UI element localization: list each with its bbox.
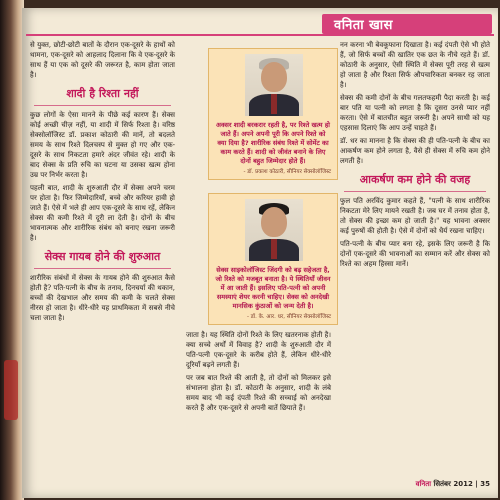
col3-para5: पति-पत्नी के बीच प्यार बना रहे, इसके लिए जरूरी है कि दोनों एक-दूसरे की भावनाओं का सम्मान करें और सेक्स को रिश्ते का अहम हिस्सा मानें।	[340, 240, 490, 268]
col1-intro: से युक्त, छोटी-छोटी बातों के दौरान एक-दूसरे के हाथों को थामना, एक-दूसरे को आहलाद दिलाना कि वे एक-दूसरे के साथ हैं या एक को दूसरे की जरूरत है, काम होता जाता है।	[30, 41, 175, 79]
face	[261, 62, 287, 92]
column-1	[30, 40, 175, 326]
magazine-page	[22, 8, 498, 498]
heading-aakarshan: आकर्षण कम होने की वजह	[359, 173, 471, 186]
header-rule	[26, 34, 494, 36]
heading-underline	[344, 191, 486, 192]
col3-para3: डॉ. धर का मानना है कि सेक्स की ही पति-पत्नी के बीच का आकर्षण कम होने लगता है, वैसे ही सेक्स में रुचि कम होने लगती है।	[340, 137, 490, 165]
heading-underline	[34, 105, 171, 106]
quote-text-kothari: अक्सर शादी बरकरार रहती है, पर रिश्ते खत्म हो जाते हैं। अपने अपनी पूरी कि अपने रिश्ते को क्या दिया है? शारीरिक संबंध रिश्ते में सोमेंट का काम करते हैं। शादी को जीवंत बनाने के लिए दोनों बहुत जिम्मेदार होते हैं।	[216, 121, 330, 165]
quote-box-dhar	[208, 193, 338, 325]
col2-para2: पर जब बात रिश्ते की आती है, तो दोनों को मिलकर इसे संभालना होता है। डॉ. कोठारी के अनुसार, शादी के लंबे समय बाद भी कई दंपती रिश्ते की सच्चाई को अनदेखा करते हैं और एक-दूसरे से अपनी बातें छिपाते हैं।	[186, 374, 331, 412]
magazine-spine	[0, 0, 24, 500]
spine-decoration	[4, 360, 18, 420]
photo-dhar	[245, 199, 303, 261]
quote-attribution-dhar: - डॉ. के. आर. धर, सीनियर सेक्सोलॉजिस्ट	[246, 314, 331, 320]
section-title: वनिता खास	[334, 18, 393, 33]
page-footer	[416, 480, 490, 489]
col1-para1: कुछ लोगों के ऐसा मानने के पीछे कई कारण हैं। सेक्स कोई अच्छी चीज़ नहीं, या शादी में सिर्फ रिश्ता है। वरिष्ठ सेक्सोलॉजिस्ट डॉ. प्रकाश कोठारी की मानें, तो बदलते समय के साथ रिश्ते दिलचस्प से मुक्त हो गए और एक-दूसरे के साथ निकटता हमारे अंदर जीवंत रहे। शादी के बाद सेक्स के प्रति रुचि का घटना या उसका खत्म होना उम्र पर निर्भर करता है।	[30, 111, 175, 179]
column-3	[340, 40, 490, 272]
photo-kothari	[245, 54, 303, 116]
col3-para1: नन करना भी बेवकूफाना दिखाता है। कई दंपती ऐसे भी होते हैं, जो सिर्फ बच्चों की खातिर एक छत के नीचे रहते हैं। डॉ. कोठारी के अनुसार, ऐसी स्थिति में सेक्स पूरी तरह से खत्म हो जाता है और रिश्ता सिर्फ औपचारिकता बनकर रह जाता है।	[340, 41, 490, 89]
quote-text-dhar: सेक्स साइकोलॉजिस्ट जिंदगी को बढ़ सहेजता है, जो रिश्ते को मजबूत बनाता है। ये स्थितियाँ जीवन में आ जाती हैं। इसलिए पति-पत्नी को अपनी समस्याएं शेयर करनी चाहिए। सेक्स को अनदेखी मानसिक कुंठाओं को जन्म देती है।	[215, 266, 331, 310]
footer-issue: सितंबर 2012 | 35	[433, 480, 490, 488]
footer-magazine-name: वनिता	[415, 480, 432, 488]
quote-attribution-kothari: - डॉ. प्रकाश कोठारी, सीनियर सेक्सोलॉजिस्ट	[243, 169, 331, 175]
column-2	[186, 330, 331, 416]
heading-shaadi: शादी है रिश्ता नहीं	[66, 87, 139, 100]
col3-para2: सेक्स की कमी दोनों के बीच गलतफहमी पैदा करती है। कई बार पति या पत्नी को लगता है कि दूसरा उनसे प्यार नहीं करता। ऐसे में बातचीत बहुत जरूरी है। अपने साथी को यह एहसास दिलाएं कि आप उन्हें चाहते हैं।	[340, 94, 490, 132]
col3-para4: फुल पति अरविंद कुमार कहते हैं, "पत्नी के साथ शारीरिक निकटता मेरे लिए मायने रखती है। जब घर में तनाव होता है, तो सेक्स की इच्छा कम हो जाती है।" यह भावना अक्सर कई पुरुषों की होती है। ऐसे में दोनों को धैर्य रखना चाहिए।	[340, 197, 490, 235]
heading-underline	[34, 268, 171, 269]
face	[261, 207, 287, 237]
quote-box-kothari	[208, 48, 338, 180]
tie	[271, 239, 277, 259]
col1-para2: पहली बात, शादी के शुरुआती दौर में सेक्स अपने चरम पर होता है। फिर जिम्मेदारियाँ, बच्चे और करियर हावी हो जाते हैं। ऐसे में भले ही आप एक-दूसरे के साथ रहें, लेकिन सेक्स की कमी रिश्ते में दूरी ला देती है। दोनों के बीच भावनात्मक और शारीरिक संबंध को बनाए रखना जरूरी है।	[30, 184, 175, 242]
heading-sex-gayab: सेक्स गायब होने की शुरुआत	[44, 250, 161, 263]
col2-para1: जाता है। यह स्थिति दोनों रिश्ते के लिए खतरनाक होती है। क्या सच्चे अर्थों में विवाह है? शादी के शुरुआती दौर में पति-पत्नी एक-दूसरे के करीब होते हैं, लेकिन धीरे-धीरे दूरियाँ बढ़ने लगती हैं।	[186, 331, 331, 369]
tie	[271, 94, 277, 114]
col1-para3: शारीरिक संबंधों में सेक्स के गायब होने की शुरुआत कैसे होती है? पति-पत्नी के बीच के तनाव, दिनचर्या की थकान, बच्चों की देखभाल और समय की कमी के चलते सेक्स नीरस हो जाता है। धीरे-धीरे यह प्राथमिकता में सबसे नीचे चला जाता है।	[30, 274, 175, 322]
